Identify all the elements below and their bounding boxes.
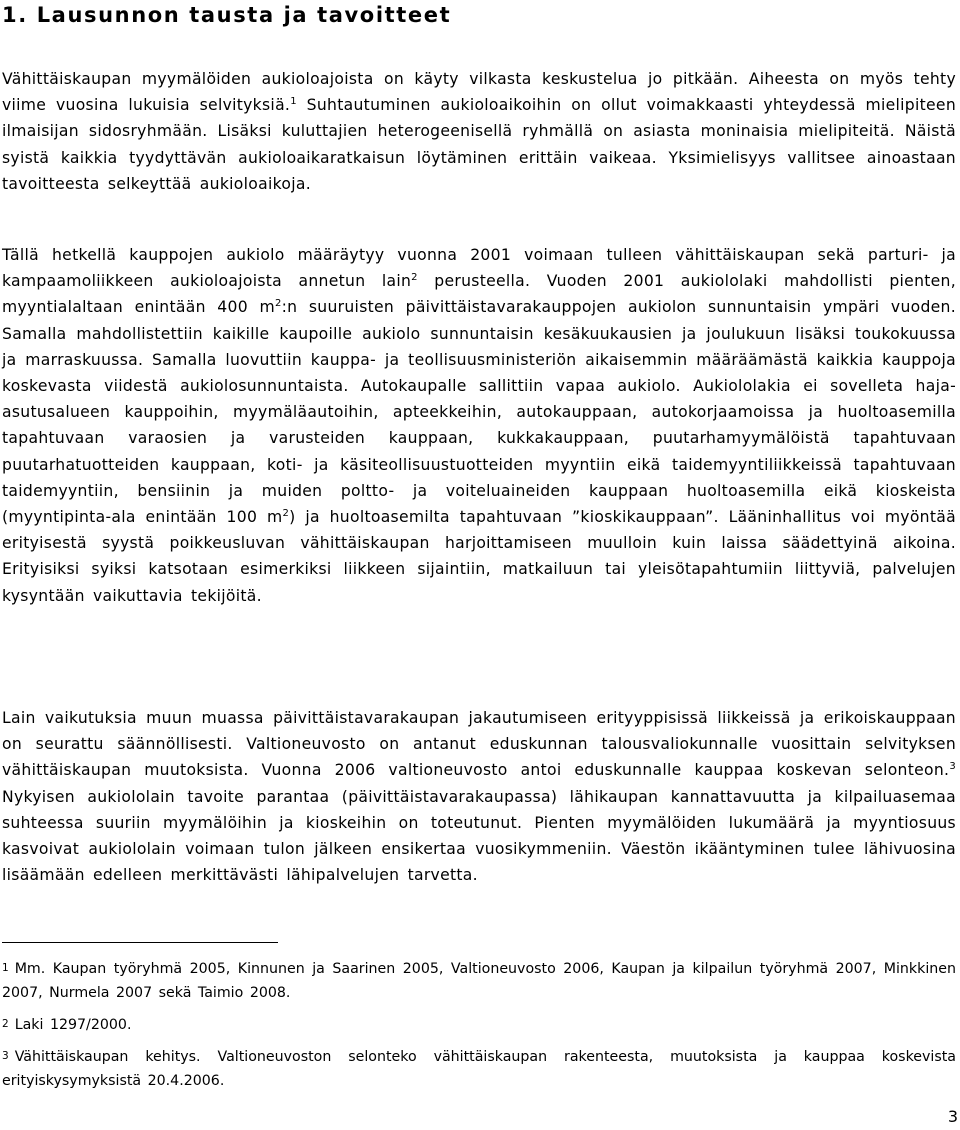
paragraph-2-text-a: Tällä hetkellä kauppojen aukiolo määräytyy vuonna 2001 voimaan tulleen vähittäiskaupan sekä parturi- ja kampaamoliikkeen aukioloajoista annetun lain [2,246,956,291]
footnote-number: 2 [2,1018,9,1030]
footnote-2 [2,1012,956,1037]
page-number: 3 [947,1107,958,1126]
footnote-text: Laki 1297/2000. [14,1017,132,1033]
footnote-1 [2,956,956,1005]
paragraph-3-text-a: Lain vaikutuksia muun muassa päivittäistavarakaupan jakautumiseen erityyppisissä liikkeissä ja erikoiskauppaan on seurattu säännöllisesti. Valtioneuvosto on antanut eduskunnan talousvaliokunnalle vuosittain selvityksen vähittäiskaupan muutoksista. Vuonna 2006 valtioneuvosto antoi eduskunnalle kauppaa koskevan selonteon. [2,709,956,780]
footnote-number: 3 [2,1050,9,1062]
paragraph-1 [2,66,956,197]
square-superscript: 2 [282,507,290,519]
footnote-3 [2,1044,956,1093]
paragraph-2-text-d: ) ja huoltoasemilta tapahtuvaan ”kioskikauppaan”. Lääninhallitus voi myöntää erityisestä syystä poikkeusluvan vähittäiskaupan harjoittamiseen muulloin kuin laissa säädettyinä aikoina. Erityisiksi syiksi katsotaan esimerkiksi liikkeen sijaintiin, matkailuun tai yleisötapahtumiin liittyviä, palvelujen kysyntään vaikuttavia tekijöitä. [2,508,956,605]
square-superscript: 2 [274,298,282,310]
paragraph-2-text-c: :n suuruisten päivittäistavarakauppojen aukiolon sunnuntaisin ympäri vuoden. Samalla mahdollistettiin kaikille kaupoille aukiolo sunnuntaisin kesäkuukausien ja joulukuun lisäksi toukokuussa ja marraskuussa. Samalla luovuttiin kauppa- ja teollisuusministeriön aikaisemmin määräämästä kaikkia kauppoja koskevasta viidestä aukiolosunnuntaista. Autokaupalle sallittiin vapaa aukiolo. Aukiololakia ei sovelleta haja-asutusalueen kauppoihin, myymäläautoihin, apteekkeihin, autokauppaan, autokorjaamoissa ja huoltoasemilla tapahtuvaan varaosien ja varusteiden kauppaan, kukkakauppaan, puutarhamyymälöistä tapahtuvaan puutarhatuotteiden kauppaan, koti- ja käsiteollisuustuotteiden myyntiin eikä taidemyyntiliikkeissä tapahtuvaan taidemyyntiin, bensiinin ja muiden poltto- ja voiteluaineiden kauppaan huoltoasemilla eikä kioskeista (myyntipinta-ala enintään 100 m [2,298,956,527]
footnote-ref-3[interactable]: 3 [949,761,956,773]
paragraph-1-text-b: Suhtautuminen aukioloaikoihin on ollut voimakkaasti yhteydessä mielipiteen ilmaisijan sidosryhmään. Lisäksi kuluttajien heterogeenisellä ryhmällä on asiasta moninaisia mielipiteitä. Näistä syistä kaikkia tyydyttävän aukioloaikaratkaisun löytäminen erittäin vaikeaa. Yksimielisyys vallitsee ainoastaan tavoitteesta selkeyttää aukioloaikoja. [2,96,957,193]
paragraph-3-text-b: Nykyisen aukiololain tavoite parantaa (päivittäistavarakaupassa) lähikaupan kannattavuutta ja kilpailuasemaa suhteessa suuriin myymälöihin ja kioskeihin on toteutunut. Pienten myymälöiden lukumäärä ja myyntiosuus kasvoivat aukiololain voimaan tulon jälkeen ensikertaa vuosikymmeniin. Väestön ikääntyminen tulee lähivuosina lisäämään edelleen merkittävästi lähipalvelujen tarvetta. [2,787,956,885]
footnote-separator [2,942,278,943]
paragraph-1-text-a: Vähittäiskaupan myymälöiden aukioloajoista on käyty vilkasta keskustelua jo pitkään. Aiheesta on myös tehty viime vuosina lukuisia selvityksiä. [2,70,956,115]
footnote-ref-2[interactable]: 2 [411,272,418,284]
paragraph-2-text-b: perusteella. Vuoden 2001 aukiololaki mahdollisti pienten, myyntialaltaan enintään 400 m [2,272,956,317]
paragraph-3 [2,705,956,888]
paragraph-2 [2,242,956,609]
footnote-text: Vähittäiskaupan kehitys. Valtioneuvoston selonteko vähittäiskaupan rakenteesta, muutoksista ja kauppaa koskevista erityiskysymyksistä 20.4.2006. [2,1049,956,1089]
section-heading: 1. Lausunnon tausta ja tavoitteet [2,3,452,27]
footnote-text: Mm. Kaupan työryhmä 2005, Kinnunen ja Saarinen 2005, Valtioneuvosto 2006, Kaupan ja kilpailun työryhmä 2007, Minkkinen 2007, Nurmela 2007 sekä Taimio 2008. [2,961,956,1001]
footnote-ref-1[interactable]: 1 [290,96,297,108]
footnote-number: 1 [2,962,9,974]
